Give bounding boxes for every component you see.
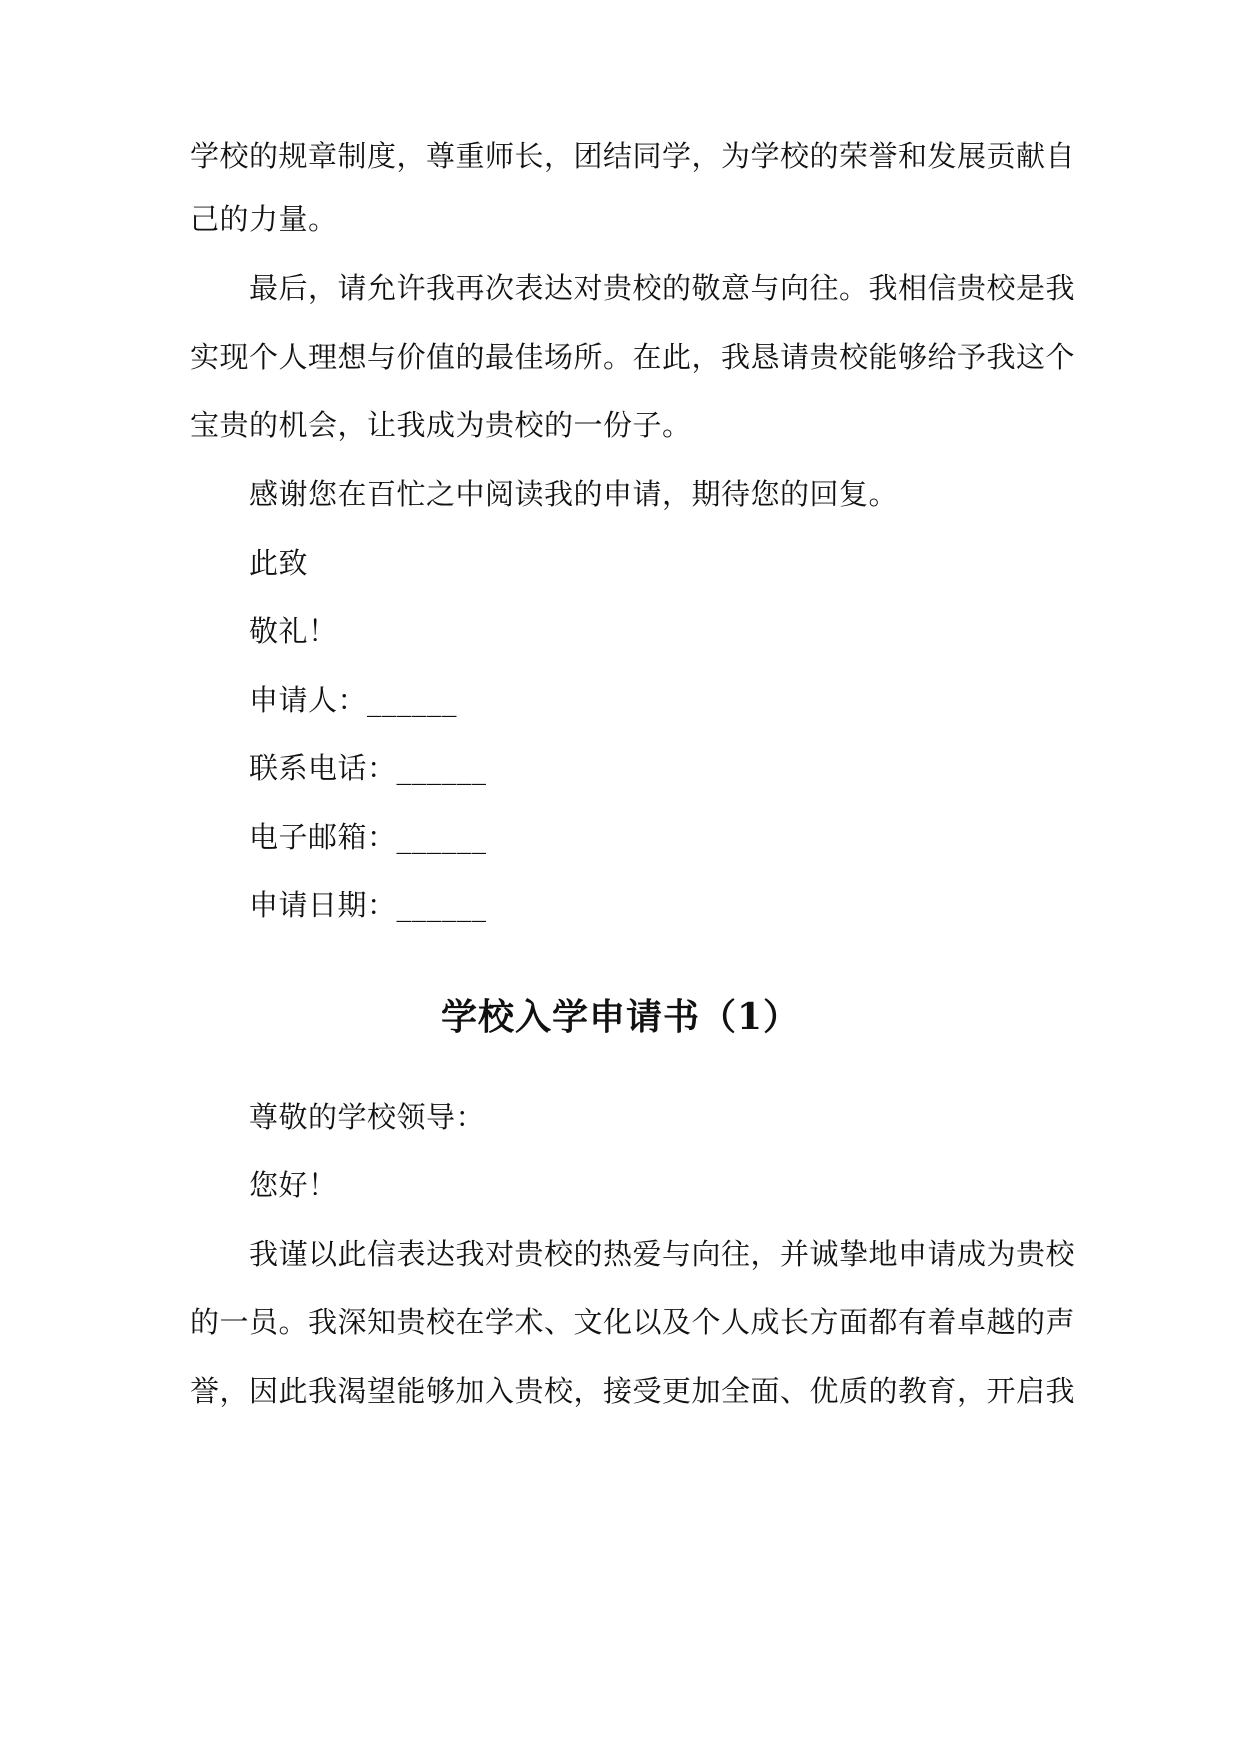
email-field: 电子邮箱：______ — [249, 820, 487, 854]
intro-paragraph-line-1: 我谨以此信表达我对贵校的热爱与向往，并诚挚地申请成为贵校 — [249, 1237, 1076, 1271]
hello-line: 您好！ — [249, 1168, 338, 1202]
continuation-line-2: 己的力量。 — [190, 202, 338, 236]
intro-paragraph-line-3: 誉，因此我渴望能够加入贵校，接受更加全面、优质的教育，开启我 — [190, 1374, 1076, 1408]
phone-field: 联系电话：______ — [249, 751, 487, 785]
applicant-field: 申请人：______ — [249, 683, 458, 717]
date-field: 申请日期：______ — [249, 888, 487, 922]
closing-paragraph-line-3: 宝贵的机会，让我成为贵校的一份子。 — [190, 408, 692, 442]
intro-paragraph-line-2: 的一员。我深知贵校在学术、文化以及个人成长方面都有着卓越的声 — [190, 1305, 1076, 1339]
closing-paragraph-line-1: 最后，请允许我再次表达对贵校的敬意与向往。我相信贵校是我 — [249, 271, 1076, 305]
closing-paragraph-line-2: 实现个人理想与价值的最佳场所。在此，我恳请贵校能够给予我这个 — [190, 340, 1076, 374]
thanks-line: 感谢您在百忙之中阅读我的申请，期待您的回复。 — [249, 477, 899, 511]
greeting-line: 尊敬的学校领导： — [249, 1100, 486, 1134]
salutation-cizhi: 此致 — [249, 546, 309, 580]
salutation-jingli: 敬礼！ — [249, 614, 338, 648]
continuation-line-1: 学校的规章制度，尊重师长，团结同学，为学校的荣誉和发展贡献自 — [190, 139, 1076, 173]
section-title: 学校入学申请书（1） — [440, 996, 801, 1038]
